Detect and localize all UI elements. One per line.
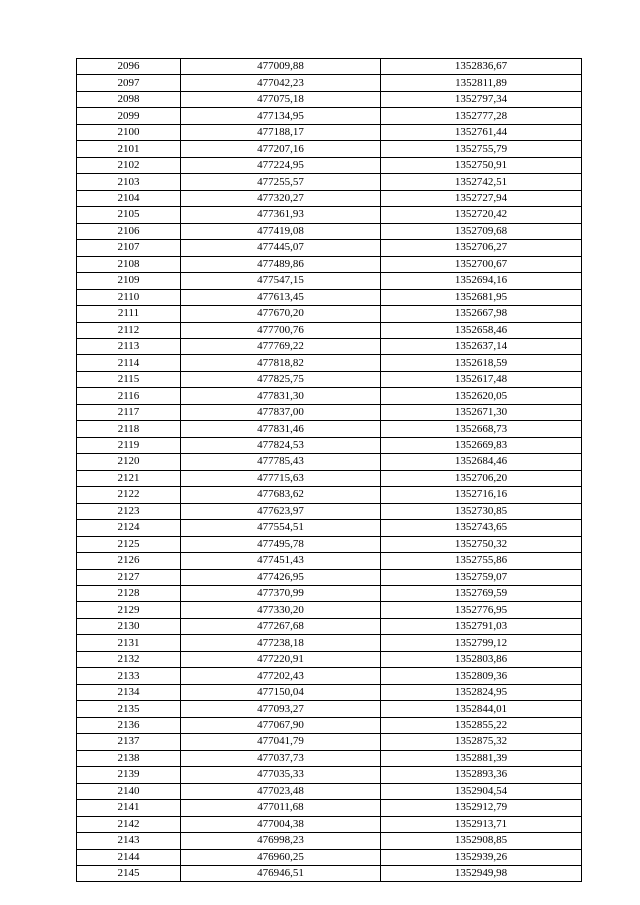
point-number-cell: 2114 (77, 355, 181, 371)
x-coordinate-cell: 477255,57 (181, 174, 381, 190)
x-coordinate-cell: 477495,78 (181, 536, 381, 552)
point-number-cell: 2119 (77, 437, 181, 453)
y-coordinate-cell: 1352620,05 (381, 388, 582, 404)
point-number-cell: 2111 (77, 306, 181, 322)
table-row (77, 421, 582, 437)
x-coordinate-cell: 476946,51 (181, 865, 381, 881)
point-number-cell: 2100 (77, 124, 181, 140)
point-number-cell: 2109 (77, 273, 181, 289)
point-number-cell: 2122 (77, 487, 181, 503)
point-number-cell: 2105 (77, 207, 181, 223)
y-coordinate-cell: 1352844,01 (381, 701, 582, 717)
table-row (77, 454, 582, 470)
x-coordinate-cell: 477224,95 (181, 157, 381, 173)
y-coordinate-cell: 1352671,30 (381, 404, 582, 420)
point-number-cell: 2103 (77, 174, 181, 190)
table-row (77, 59, 582, 75)
point-number-cell: 2120 (77, 454, 181, 470)
x-coordinate-cell: 477238,18 (181, 635, 381, 651)
point-number-cell: 2102 (77, 157, 181, 173)
table-row (77, 190, 582, 206)
point-number-cell: 2125 (77, 536, 181, 552)
table-row (77, 553, 582, 569)
point-number-cell: 2141 (77, 800, 181, 816)
y-coordinate-cell: 1352904,54 (381, 783, 582, 799)
table-row (77, 404, 582, 420)
y-coordinate-cell: 1352681,95 (381, 289, 582, 305)
x-coordinate-cell: 477818,82 (181, 355, 381, 371)
y-coordinate-cell: 1352750,91 (381, 157, 582, 173)
table-row (77, 437, 582, 453)
table-row (77, 717, 582, 733)
point-number-cell: 2142 (77, 816, 181, 832)
x-coordinate-cell: 477220,91 (181, 651, 381, 667)
point-number-cell: 2116 (77, 388, 181, 404)
table-row (77, 338, 582, 354)
x-coordinate-cell: 477042,23 (181, 75, 381, 91)
y-coordinate-cell: 1352893,36 (381, 767, 582, 783)
x-coordinate-cell: 477547,15 (181, 273, 381, 289)
point-number-cell: 2117 (77, 404, 181, 420)
x-coordinate-cell: 477370,99 (181, 586, 381, 602)
x-coordinate-cell: 477041,79 (181, 734, 381, 750)
x-coordinate-cell: 477011,68 (181, 800, 381, 816)
x-coordinate-cell: 477330,20 (181, 602, 381, 618)
y-coordinate-cell: 1352791,03 (381, 618, 582, 634)
x-coordinate-cell: 477831,46 (181, 421, 381, 437)
y-coordinate-cell: 1352912,79 (381, 800, 582, 816)
x-coordinate-cell: 477785,43 (181, 454, 381, 470)
y-coordinate-cell: 1352637,14 (381, 338, 582, 354)
table-row (77, 569, 582, 585)
point-number-cell: 2098 (77, 91, 181, 107)
x-coordinate-cell: 477554,51 (181, 520, 381, 536)
x-coordinate-cell: 477683,62 (181, 487, 381, 503)
table-row (77, 322, 582, 338)
point-number-cell: 2110 (77, 289, 181, 305)
y-coordinate-cell: 1352799,12 (381, 635, 582, 651)
coordinates-table-body (77, 59, 582, 882)
point-number-cell: 2135 (77, 701, 181, 717)
point-number-cell: 2137 (77, 734, 181, 750)
x-coordinate-cell: 477769,22 (181, 338, 381, 354)
point-number-cell: 2124 (77, 520, 181, 536)
x-coordinate-cell: 477134,95 (181, 108, 381, 124)
point-number-cell: 2145 (77, 865, 181, 881)
x-coordinate-cell: 477267,68 (181, 618, 381, 634)
x-coordinate-cell: 477824,53 (181, 437, 381, 453)
x-coordinate-cell: 476998,23 (181, 833, 381, 849)
x-coordinate-cell: 477670,20 (181, 306, 381, 322)
point-number-cell: 2118 (77, 421, 181, 437)
y-coordinate-cell: 1352709,68 (381, 223, 582, 239)
y-coordinate-cell: 1352755,86 (381, 553, 582, 569)
y-coordinate-cell: 1352797,34 (381, 91, 582, 107)
x-coordinate-cell: 477202,43 (181, 668, 381, 684)
y-coordinate-cell: 1352769,59 (381, 586, 582, 602)
table-row (77, 256, 582, 272)
y-coordinate-cell: 1352776,95 (381, 602, 582, 618)
table-row (77, 701, 582, 717)
table-row (77, 91, 582, 107)
point-number-cell: 2140 (77, 783, 181, 799)
table-row (77, 207, 582, 223)
point-number-cell: 2129 (77, 602, 181, 618)
y-coordinate-cell: 1352700,67 (381, 256, 582, 272)
y-coordinate-cell: 1352836,67 (381, 59, 582, 75)
x-coordinate-cell: 477320,27 (181, 190, 381, 206)
y-coordinate-cell: 1352706,27 (381, 240, 582, 256)
x-coordinate-cell: 477715,63 (181, 470, 381, 486)
point-number-cell: 2101 (77, 141, 181, 157)
table-row (77, 240, 582, 256)
table-row (77, 816, 582, 832)
y-coordinate-cell: 1352750,32 (381, 536, 582, 552)
y-coordinate-cell: 1352939,26 (381, 849, 582, 865)
y-coordinate-cell: 1352855,22 (381, 717, 582, 733)
point-number-cell: 2099 (77, 108, 181, 124)
y-coordinate-cell: 1352875,32 (381, 734, 582, 750)
y-coordinate-cell: 1352824,95 (381, 684, 582, 700)
x-coordinate-cell: 477419,08 (181, 223, 381, 239)
x-coordinate-cell: 477613,45 (181, 289, 381, 305)
table-row (77, 767, 582, 783)
table-row (77, 157, 582, 173)
table-row (77, 503, 582, 519)
table-row (77, 487, 582, 503)
point-number-cell: 2128 (77, 586, 181, 602)
point-number-cell: 2121 (77, 470, 181, 486)
table-row (77, 289, 582, 305)
point-number-cell: 2138 (77, 750, 181, 766)
x-coordinate-cell: 477207,16 (181, 141, 381, 157)
table-row (77, 141, 582, 157)
y-coordinate-cell: 1352761,44 (381, 124, 582, 140)
table-row (77, 536, 582, 552)
table-row (77, 865, 582, 881)
table-row (77, 602, 582, 618)
y-coordinate-cell: 1352742,51 (381, 174, 582, 190)
y-coordinate-cell: 1352759,07 (381, 569, 582, 585)
point-number-cell: 2115 (77, 371, 181, 387)
y-coordinate-cell: 1352743,65 (381, 520, 582, 536)
x-coordinate-cell: 477023,48 (181, 783, 381, 799)
point-number-cell: 2123 (77, 503, 181, 519)
point-number-cell: 2127 (77, 569, 181, 585)
x-coordinate-cell: 477837,00 (181, 404, 381, 420)
point-number-cell: 2134 (77, 684, 181, 700)
x-coordinate-cell: 476960,25 (181, 849, 381, 865)
x-coordinate-cell: 477445,07 (181, 240, 381, 256)
point-number-cell: 2133 (77, 668, 181, 684)
y-coordinate-cell: 1352618,59 (381, 355, 582, 371)
point-number-cell: 2097 (77, 75, 181, 91)
point-number-cell: 2143 (77, 833, 181, 849)
x-coordinate-cell: 477009,88 (181, 59, 381, 75)
point-number-cell: 2130 (77, 618, 181, 634)
x-coordinate-cell: 477831,30 (181, 388, 381, 404)
y-coordinate-cell: 1352777,28 (381, 108, 582, 124)
x-coordinate-cell: 477623,97 (181, 503, 381, 519)
point-number-cell: 2144 (77, 849, 181, 865)
table-row (77, 651, 582, 667)
y-coordinate-cell: 1352908,85 (381, 833, 582, 849)
x-coordinate-cell: 477093,27 (181, 701, 381, 717)
y-coordinate-cell: 1352617,48 (381, 371, 582, 387)
y-coordinate-cell: 1352809,36 (381, 668, 582, 684)
table-row (77, 371, 582, 387)
x-coordinate-cell: 477067,90 (181, 717, 381, 733)
point-number-cell: 2136 (77, 717, 181, 733)
table-row (77, 124, 582, 140)
y-coordinate-cell: 1352949,98 (381, 865, 582, 881)
table-row (77, 273, 582, 289)
table-row (77, 800, 582, 816)
y-coordinate-cell: 1352694,16 (381, 273, 582, 289)
table-row (77, 586, 582, 602)
y-coordinate-cell: 1352811,89 (381, 75, 582, 91)
y-coordinate-cell: 1352684,46 (381, 454, 582, 470)
point-number-cell: 2104 (77, 190, 181, 206)
coordinates-table (76, 58, 582, 882)
table-row (77, 306, 582, 322)
table-row (77, 223, 582, 239)
x-coordinate-cell: 477451,43 (181, 553, 381, 569)
table-row (77, 75, 582, 91)
y-coordinate-cell: 1352667,98 (381, 306, 582, 322)
point-number-cell: 2131 (77, 635, 181, 651)
table-row (77, 734, 582, 750)
x-coordinate-cell: 477075,18 (181, 91, 381, 107)
y-coordinate-cell: 1352720,42 (381, 207, 582, 223)
table-row (77, 783, 582, 799)
point-number-cell: 2107 (77, 240, 181, 256)
y-coordinate-cell: 1352706,20 (381, 470, 582, 486)
table-row (77, 108, 582, 124)
table-row (77, 635, 582, 651)
x-coordinate-cell: 477489,86 (181, 256, 381, 272)
y-coordinate-cell: 1352669,83 (381, 437, 582, 453)
table-row (77, 849, 582, 865)
x-coordinate-cell: 477426,95 (181, 569, 381, 585)
y-coordinate-cell: 1352727,94 (381, 190, 582, 206)
table-row (77, 668, 582, 684)
x-coordinate-cell: 477700,76 (181, 322, 381, 338)
point-number-cell: 2106 (77, 223, 181, 239)
point-number-cell: 2112 (77, 322, 181, 338)
table-row (77, 388, 582, 404)
point-number-cell: 2132 (77, 651, 181, 667)
table-row (77, 520, 582, 536)
y-coordinate-cell: 1352658,46 (381, 322, 582, 338)
y-coordinate-cell: 1352730,85 (381, 503, 582, 519)
table-row (77, 355, 582, 371)
x-coordinate-cell: 477825,75 (181, 371, 381, 387)
y-coordinate-cell: 1352668,73 (381, 421, 582, 437)
table-row (77, 174, 582, 190)
x-coordinate-cell: 477004,38 (181, 816, 381, 832)
table-row (77, 750, 582, 766)
table-row (77, 470, 582, 486)
y-coordinate-cell: 1352755,79 (381, 141, 582, 157)
x-coordinate-cell: 477361,93 (181, 207, 381, 223)
y-coordinate-cell: 1352881,39 (381, 750, 582, 766)
y-coordinate-cell: 1352716,16 (381, 487, 582, 503)
table-row (77, 618, 582, 634)
point-number-cell: 2113 (77, 338, 181, 354)
table-row (77, 833, 582, 849)
point-number-cell: 2139 (77, 767, 181, 783)
x-coordinate-cell: 477037,73 (181, 750, 381, 766)
x-coordinate-cell: 477035,33 (181, 767, 381, 783)
point-number-cell: 2108 (77, 256, 181, 272)
table-row (77, 684, 582, 700)
x-coordinate-cell: 477188,17 (181, 124, 381, 140)
point-number-cell: 2096 (77, 59, 181, 75)
x-coordinate-cell: 477150,04 (181, 684, 381, 700)
point-number-cell: 2126 (77, 553, 181, 569)
y-coordinate-cell: 1352913,71 (381, 816, 582, 832)
y-coordinate-cell: 1352803,86 (381, 651, 582, 667)
